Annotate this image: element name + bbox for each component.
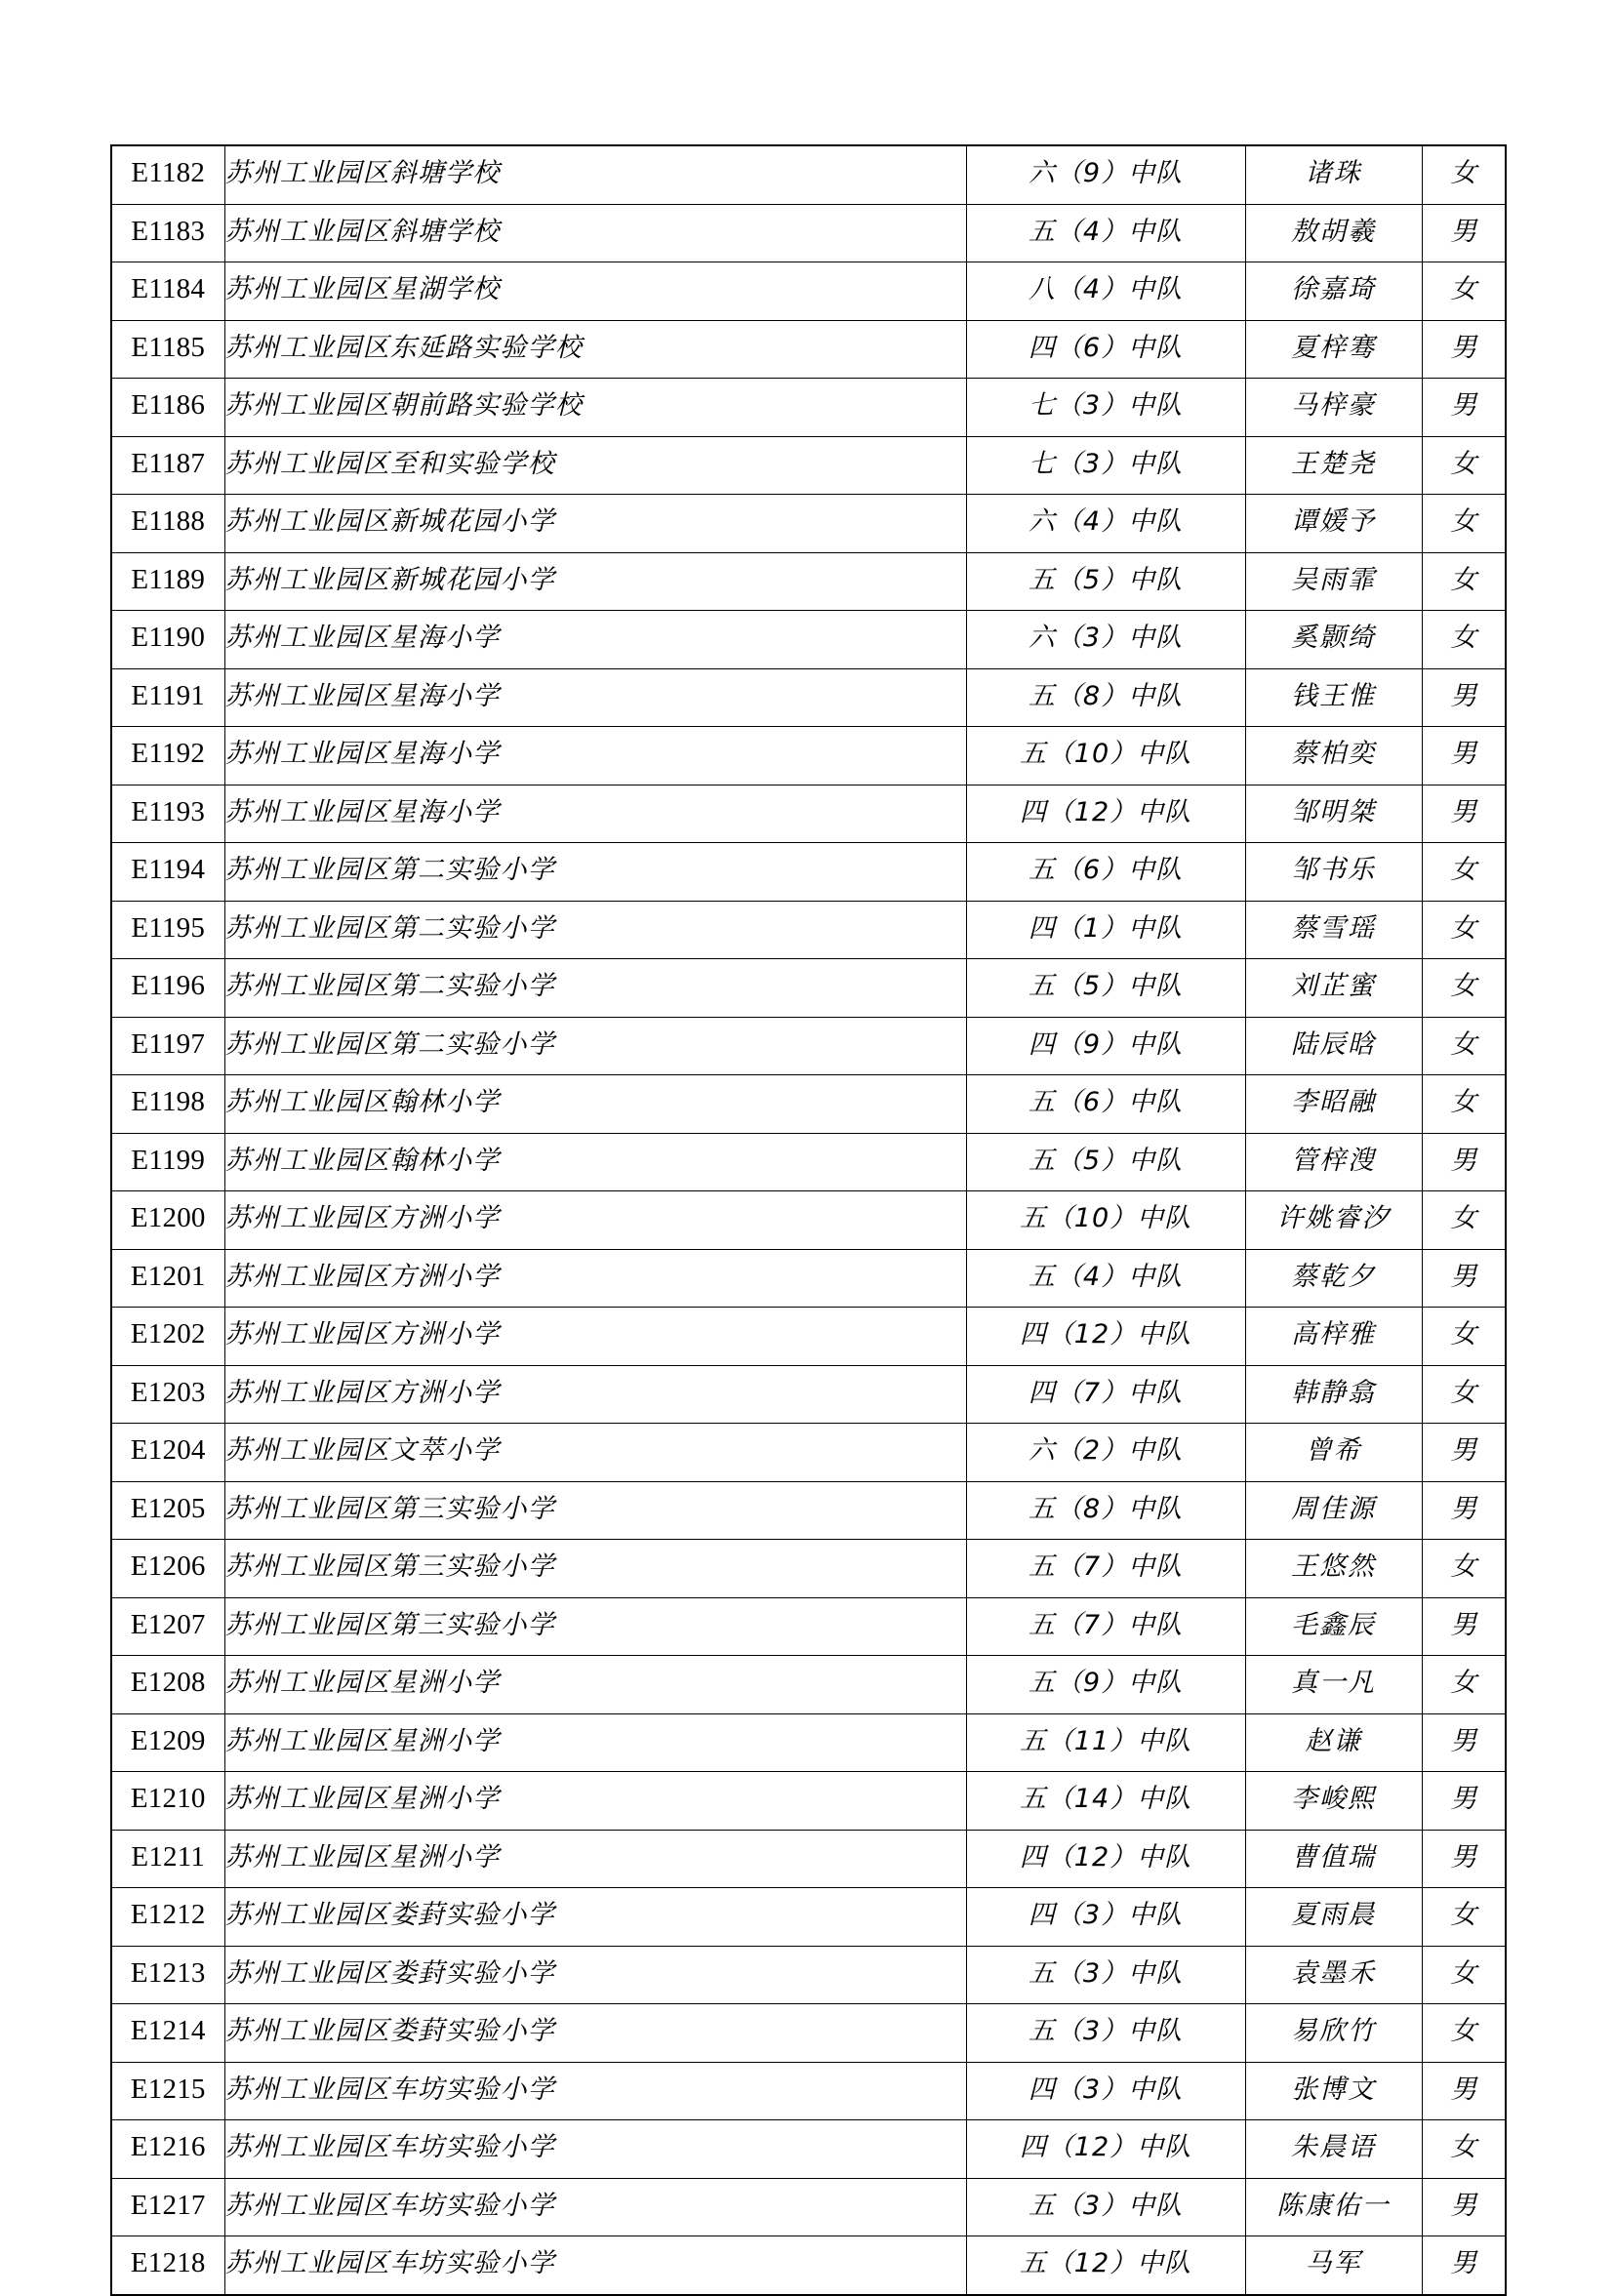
school-name-cell: 苏州工业园区星海小学 bbox=[224, 785, 966, 843]
student-code-cell: E1192 bbox=[111, 727, 224, 785]
table-row bbox=[111, 1017, 1506, 1075]
student-name-cell: 管梓溲 bbox=[1245, 1133, 1422, 1191]
table-row bbox=[111, 436, 1506, 495]
student-code-cell: E1208 bbox=[111, 1656, 224, 1714]
class-name-cell: 四（9）中队 bbox=[966, 1017, 1245, 1075]
table-row bbox=[111, 1830, 1506, 1888]
gender-cell: 女 bbox=[1422, 1946, 1506, 2004]
student-code-cell: E1190 bbox=[111, 611, 224, 669]
class-name-cell: 五（6）中队 bbox=[966, 1075, 1245, 1134]
school-name-cell: 苏州工业园区星海小学 bbox=[224, 668, 966, 727]
table-row bbox=[111, 495, 1506, 553]
student-code-cell: E1214 bbox=[111, 2004, 224, 2063]
student-code-cell: E1210 bbox=[111, 1772, 224, 1831]
class-name-cell: 五（10）中队 bbox=[966, 727, 1245, 785]
student-code-cell: E1186 bbox=[111, 379, 224, 437]
student-name-cell: 吴雨霏 bbox=[1245, 552, 1422, 611]
class-name-cell: 四（6）中队 bbox=[966, 320, 1245, 379]
student-code-cell: E1216 bbox=[111, 2120, 224, 2179]
student-name-cell: 朱晨语 bbox=[1245, 2120, 1422, 2179]
class-name-cell: 四（12）中队 bbox=[966, 2120, 1245, 2179]
student-code-cell: E1189 bbox=[111, 552, 224, 611]
student-code-cell: E1191 bbox=[111, 668, 224, 727]
class-name-cell: 五（14）中队 bbox=[966, 1772, 1245, 1831]
roster-table bbox=[110, 144, 1507, 2296]
table-row bbox=[111, 1946, 1506, 2004]
class-name-cell: 五（5）中队 bbox=[966, 1133, 1245, 1191]
school-name-cell: 苏州工业园区至和实验学校 bbox=[224, 436, 966, 495]
student-code-cell: E1205 bbox=[111, 1481, 224, 1540]
student-name-cell: 马军 bbox=[1245, 2236, 1422, 2295]
student-code-cell: E1212 bbox=[111, 1888, 224, 1947]
class-name-cell: 五（4）中队 bbox=[966, 204, 1245, 262]
student-name-cell: 马梓豪 bbox=[1245, 379, 1422, 437]
student-code-cell: E1185 bbox=[111, 320, 224, 379]
student-name-cell: 韩静翕 bbox=[1245, 1365, 1422, 1424]
student-code-cell: E1182 bbox=[111, 145, 224, 204]
student-name-cell: 敖胡羲 bbox=[1245, 204, 1422, 262]
student-name-cell: 蔡乾夕 bbox=[1245, 1249, 1422, 1308]
gender-cell: 女 bbox=[1422, 436, 1506, 495]
gender-cell: 男 bbox=[1422, 785, 1506, 843]
school-name-cell: 苏州工业园区星海小学 bbox=[224, 727, 966, 785]
gender-cell: 男 bbox=[1422, 1713, 1506, 1772]
table-row bbox=[111, 2004, 1506, 2063]
student-name-cell: 徐嘉琦 bbox=[1245, 262, 1422, 321]
student-code-cell: E1194 bbox=[111, 843, 224, 902]
class-name-cell: 八（4）中队 bbox=[966, 262, 1245, 321]
table-row bbox=[111, 785, 1506, 843]
table-row bbox=[111, 379, 1506, 437]
student-name-cell: 曹值瑞 bbox=[1245, 1830, 1422, 1888]
student-name-cell: 陆辰晗 bbox=[1245, 1017, 1422, 1075]
gender-cell: 男 bbox=[1422, 320, 1506, 379]
table-row bbox=[111, 1249, 1506, 1308]
student-name-cell: 李峻熙 bbox=[1245, 1772, 1422, 1831]
school-name-cell: 苏州工业园区娄葑实验小学 bbox=[224, 2004, 966, 2063]
school-name-cell: 苏州工业园区翰林小学 bbox=[224, 1133, 966, 1191]
school-name-cell: 苏州工业园区东延路实验学校 bbox=[224, 320, 966, 379]
student-code-cell: E1187 bbox=[111, 436, 224, 495]
gender-cell: 女 bbox=[1422, 901, 1506, 959]
student-code-cell: E1193 bbox=[111, 785, 224, 843]
school-name-cell: 苏州工业园区文萃小学 bbox=[224, 1424, 966, 1482]
table-row bbox=[111, 1656, 1506, 1714]
student-name-cell: 邹明桀 bbox=[1245, 785, 1422, 843]
gender-cell: 男 bbox=[1422, 1424, 1506, 1482]
student-code-cell: E1204 bbox=[111, 1424, 224, 1482]
gender-cell: 男 bbox=[1422, 1597, 1506, 1656]
gender-cell: 男 bbox=[1422, 2178, 1506, 2236]
class-name-cell: 五（7）中队 bbox=[966, 1597, 1245, 1656]
student-name-cell: 蔡柏奕 bbox=[1245, 727, 1422, 785]
class-name-cell: 五（5）中队 bbox=[966, 552, 1245, 611]
table-row bbox=[111, 1133, 1506, 1191]
student-name-cell: 邹书乐 bbox=[1245, 843, 1422, 902]
student-name-cell: 夏雨晨 bbox=[1245, 1888, 1422, 1947]
gender-cell: 女 bbox=[1422, 1656, 1506, 1714]
school-name-cell: 苏州工业园区娄葑实验小学 bbox=[224, 1888, 966, 1947]
student-name-cell: 李昭融 bbox=[1245, 1075, 1422, 1134]
student-name-cell: 谭媛予 bbox=[1245, 495, 1422, 553]
class-name-cell: 四（12）中队 bbox=[966, 785, 1245, 843]
student-code-cell: E1209 bbox=[111, 1713, 224, 1772]
school-name-cell: 苏州工业园区方洲小学 bbox=[224, 1191, 966, 1250]
student-name-cell: 王楚尧 bbox=[1245, 436, 1422, 495]
gender-cell: 女 bbox=[1422, 2120, 1506, 2179]
student-name-cell: 真一凡 bbox=[1245, 1656, 1422, 1714]
table-row bbox=[111, 1597, 1506, 1656]
school-name-cell: 苏州工业园区斜塘学校 bbox=[224, 145, 966, 204]
table-row bbox=[111, 1888, 1506, 1947]
table-row bbox=[111, 552, 1506, 611]
student-code-cell: E1198 bbox=[111, 1075, 224, 1134]
school-name-cell: 苏州工业园区星海小学 bbox=[224, 611, 966, 669]
gender-cell: 女 bbox=[1422, 1888, 1506, 1947]
table-row bbox=[111, 668, 1506, 727]
student-code-cell: E1203 bbox=[111, 1365, 224, 1424]
class-name-cell: 四（3）中队 bbox=[966, 2062, 1245, 2120]
roster-table-body bbox=[111, 145, 1506, 2295]
gender-cell: 男 bbox=[1422, 204, 1506, 262]
student-name-cell: 蔡雪瑶 bbox=[1245, 901, 1422, 959]
class-name-cell: 五（3）中队 bbox=[966, 1946, 1245, 2004]
gender-cell: 女 bbox=[1422, 1308, 1506, 1366]
class-name-cell: 五（11）中队 bbox=[966, 1713, 1245, 1772]
class-name-cell: 六（4）中队 bbox=[966, 495, 1245, 553]
school-name-cell: 苏州工业园区星湖学校 bbox=[224, 262, 966, 321]
table-row bbox=[111, 1481, 1506, 1540]
class-name-cell: 七（3）中队 bbox=[966, 379, 1245, 437]
gender-cell: 女 bbox=[1422, 145, 1506, 204]
school-name-cell: 苏州工业园区第三实验小学 bbox=[224, 1597, 966, 1656]
gender-cell: 女 bbox=[1422, 1191, 1506, 1250]
class-name-cell: 四（3）中队 bbox=[966, 1888, 1245, 1947]
roster-table-container bbox=[110, 144, 1505, 2296]
student-name-cell: 曾希 bbox=[1245, 1424, 1422, 1482]
school-name-cell: 苏州工业园区第二实验小学 bbox=[224, 1017, 966, 1075]
table-row bbox=[111, 145, 1506, 204]
school-name-cell: 苏州工业园区斜塘学校 bbox=[224, 204, 966, 262]
gender-cell: 男 bbox=[1422, 1772, 1506, 1831]
table-row bbox=[111, 262, 1506, 321]
school-name-cell: 苏州工业园区车坊实验小学 bbox=[224, 2236, 966, 2295]
school-name-cell: 苏州工业园区车坊实验小学 bbox=[224, 2120, 966, 2179]
school-name-cell: 苏州工业园区车坊实验小学 bbox=[224, 2062, 966, 2120]
student-code-cell: E1218 bbox=[111, 2236, 224, 2295]
student-name-cell: 毛鑫辰 bbox=[1245, 1597, 1422, 1656]
table-row bbox=[111, 1540, 1506, 1598]
gender-cell: 女 bbox=[1422, 611, 1506, 669]
table-row bbox=[111, 1424, 1506, 1482]
student-code-cell: E1217 bbox=[111, 2178, 224, 2236]
school-name-cell: 苏州工业园区星洲小学 bbox=[224, 1713, 966, 1772]
student-code-cell: E1200 bbox=[111, 1191, 224, 1250]
student-code-cell: E1206 bbox=[111, 1540, 224, 1598]
gender-cell: 女 bbox=[1422, 262, 1506, 321]
school-name-cell: 苏州工业园区方洲小学 bbox=[224, 1365, 966, 1424]
class-name-cell: 五（12）中队 bbox=[966, 2236, 1245, 2295]
school-name-cell: 苏州工业园区第二实验小学 bbox=[224, 843, 966, 902]
class-name-cell: 五（3）中队 bbox=[966, 2178, 1245, 2236]
gender-cell: 女 bbox=[1422, 2004, 1506, 2063]
student-code-cell: E1202 bbox=[111, 1308, 224, 1366]
student-code-cell: E1211 bbox=[111, 1830, 224, 1888]
table-row bbox=[111, 901, 1506, 959]
student-name-cell: 钱王惟 bbox=[1245, 668, 1422, 727]
school-name-cell: 苏州工业园区车坊实验小学 bbox=[224, 2178, 966, 2236]
gender-cell: 女 bbox=[1422, 959, 1506, 1018]
table-row bbox=[111, 727, 1506, 785]
class-name-cell: 五（7）中队 bbox=[966, 1540, 1245, 1598]
table-row bbox=[111, 1075, 1506, 1134]
school-name-cell: 苏州工业园区娄葑实验小学 bbox=[224, 1946, 966, 2004]
student-code-cell: E1201 bbox=[111, 1249, 224, 1308]
school-name-cell: 苏州工业园区星洲小学 bbox=[224, 1772, 966, 1831]
student-code-cell: E1199 bbox=[111, 1133, 224, 1191]
student-name-cell: 夏梓骞 bbox=[1245, 320, 1422, 379]
student-code-cell: E1188 bbox=[111, 495, 224, 553]
class-name-cell: 六（9）中队 bbox=[966, 145, 1245, 204]
student-code-cell: E1183 bbox=[111, 204, 224, 262]
gender-cell: 男 bbox=[1422, 1249, 1506, 1308]
school-name-cell: 苏州工业园区星洲小学 bbox=[224, 1656, 966, 1714]
student-name-cell: 高梓雅 bbox=[1245, 1308, 1422, 1366]
table-row bbox=[111, 1365, 1506, 1424]
class-name-cell: 四（12）中队 bbox=[966, 1830, 1245, 1888]
school-name-cell: 苏州工业园区第二实验小学 bbox=[224, 901, 966, 959]
gender-cell: 男 bbox=[1422, 2062, 1506, 2120]
class-name-cell: 四（12）中队 bbox=[966, 1308, 1245, 1366]
class-name-cell: 五（4）中队 bbox=[966, 1249, 1245, 1308]
student-name-cell: 陈康佑一 bbox=[1245, 2178, 1422, 2236]
student-code-cell: E1213 bbox=[111, 1946, 224, 2004]
gender-cell: 女 bbox=[1422, 1365, 1506, 1424]
table-row bbox=[111, 2062, 1506, 2120]
table-row bbox=[111, 204, 1506, 262]
table-row bbox=[111, 320, 1506, 379]
student-name-cell: 袁墨禾 bbox=[1245, 1946, 1422, 2004]
student-name-cell: 许姚睿汐 bbox=[1245, 1191, 1422, 1250]
gender-cell: 男 bbox=[1422, 668, 1506, 727]
student-code-cell: E1197 bbox=[111, 1017, 224, 1075]
table-row bbox=[111, 1713, 1506, 1772]
class-name-cell: 五（6）中队 bbox=[966, 843, 1245, 902]
class-name-cell: 五（10）中队 bbox=[966, 1191, 1245, 1250]
student-code-cell: E1215 bbox=[111, 2062, 224, 2120]
class-name-cell: 四（1）中队 bbox=[966, 901, 1245, 959]
gender-cell: 女 bbox=[1422, 552, 1506, 611]
school-name-cell: 苏州工业园区方洲小学 bbox=[224, 1308, 966, 1366]
school-name-cell: 苏州工业园区方洲小学 bbox=[224, 1249, 966, 1308]
school-name-cell: 苏州工业园区新城花园小学 bbox=[224, 495, 966, 553]
class-name-cell: 四（7）中队 bbox=[966, 1365, 1245, 1424]
school-name-cell: 苏州工业园区翰林小学 bbox=[224, 1075, 966, 1134]
student-name-cell: 奚颢绮 bbox=[1245, 611, 1422, 669]
class-name-cell: 六（3）中队 bbox=[966, 611, 1245, 669]
school-name-cell: 苏州工业园区朝前路实验学校 bbox=[224, 379, 966, 437]
gender-cell: 男 bbox=[1422, 379, 1506, 437]
table-row bbox=[111, 843, 1506, 902]
gender-cell: 男 bbox=[1422, 1481, 1506, 1540]
class-name-cell: 五（8）中队 bbox=[966, 1481, 1245, 1540]
student-code-cell: E1184 bbox=[111, 262, 224, 321]
gender-cell: 女 bbox=[1422, 1017, 1506, 1075]
table-row bbox=[111, 1308, 1506, 1366]
student-code-cell: E1195 bbox=[111, 901, 224, 959]
class-name-cell: 五（9）中队 bbox=[966, 1656, 1245, 1714]
class-name-cell: 五（3）中队 bbox=[966, 2004, 1245, 2063]
table-row bbox=[111, 2120, 1506, 2179]
student-name-cell: 周佳源 bbox=[1245, 1481, 1422, 1540]
school-name-cell: 苏州工业园区星洲小学 bbox=[224, 1830, 966, 1888]
school-name-cell: 苏州工业园区第二实验小学 bbox=[224, 959, 966, 1018]
student-name-cell: 王悠然 bbox=[1245, 1540, 1422, 1598]
gender-cell: 女 bbox=[1422, 843, 1506, 902]
school-name-cell: 苏州工业园区第三实验小学 bbox=[224, 1540, 966, 1598]
table-row bbox=[111, 2236, 1506, 2295]
gender-cell: 女 bbox=[1422, 1540, 1506, 1598]
class-name-cell: 五（8）中队 bbox=[966, 668, 1245, 727]
table-row bbox=[111, 959, 1506, 1018]
student-name-cell: 诸珠 bbox=[1245, 145, 1422, 204]
gender-cell: 女 bbox=[1422, 495, 1506, 553]
table-row bbox=[111, 611, 1506, 669]
gender-cell: 女 bbox=[1422, 1075, 1506, 1134]
class-name-cell: 五（5）中队 bbox=[966, 959, 1245, 1018]
gender-cell: 男 bbox=[1422, 1830, 1506, 1888]
class-name-cell: 七（3）中队 bbox=[966, 436, 1245, 495]
gender-cell: 男 bbox=[1422, 1133, 1506, 1191]
student-name-cell: 赵谦 bbox=[1245, 1713, 1422, 1772]
class-name-cell: 六（2）中队 bbox=[966, 1424, 1245, 1482]
gender-cell: 男 bbox=[1422, 727, 1506, 785]
student-code-cell: E1207 bbox=[111, 1597, 224, 1656]
student-name-cell: 张博文 bbox=[1245, 2062, 1422, 2120]
student-name-cell: 易欣竹 bbox=[1245, 2004, 1422, 2063]
table-row bbox=[111, 1191, 1506, 1250]
table-row bbox=[111, 1772, 1506, 1831]
student-code-cell: E1196 bbox=[111, 959, 224, 1018]
student-name-cell: 刘芷蜜 bbox=[1245, 959, 1422, 1018]
school-name-cell: 苏州工业园区第三实验小学 bbox=[224, 1481, 966, 1540]
table-row bbox=[111, 2178, 1506, 2236]
school-name-cell: 苏州工业园区新城花园小学 bbox=[224, 552, 966, 611]
gender-cell: 男 bbox=[1422, 2236, 1506, 2295]
